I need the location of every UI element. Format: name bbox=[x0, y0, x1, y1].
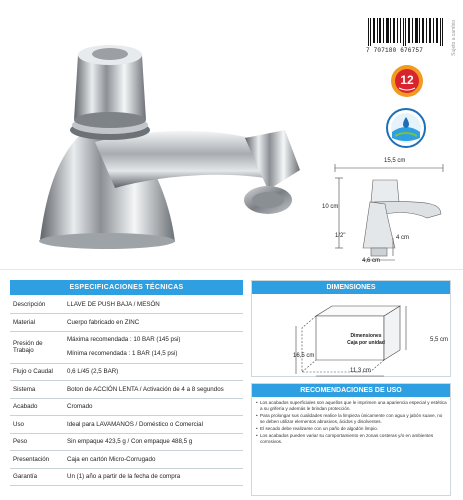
spec-label: Peso bbox=[10, 433, 64, 451]
recommendations-title: RECOMENDACIONES DE USO bbox=[252, 384, 450, 397]
specifications-title: ESPECIFICACIONES TÉCNICAS bbox=[10, 280, 243, 295]
spec-label: Presión de Trabajo bbox=[10, 331, 64, 363]
spec-value-line: Máxima recomendada : 10 BAR (145 psi) bbox=[67, 336, 181, 343]
warranty-badge-number: 12 bbox=[400, 73, 414, 87]
spec-label: Sistema bbox=[10, 381, 64, 399]
table-row bbox=[10, 314, 243, 332]
table-row bbox=[10, 398, 243, 416]
barcode-digits: 7 707180 676757 bbox=[366, 47, 424, 54]
drawing-height-label: 10 cm bbox=[322, 204, 339, 210]
specifications-panel bbox=[10, 280, 243, 494]
list-item: • Para prolongar sus cualidades realice la limpieza únicamente con agua y jabón suave, no se deben utilizar elementos abrasivos, ácidos y disolventes. bbox=[256, 413, 448, 425]
spec-value: Cromado bbox=[64, 398, 243, 416]
spec-value: Un (1) año a partir de la fecha de compra bbox=[64, 468, 243, 486]
table-row bbox=[10, 331, 243, 363]
table-row bbox=[10, 363, 243, 381]
spec-value: Ideal para LAVAMANOS / Doméstico o Comercial bbox=[64, 416, 243, 434]
dimensions-title: DIMENSIONES bbox=[252, 281, 450, 294]
dimensions-panel bbox=[251, 280, 451, 377]
box-height-label: 5,5 cm bbox=[430, 337, 449, 343]
table-row bbox=[10, 451, 243, 469]
spec-value: Sin empaque 423,5 g / Con empaque 488,5 g bbox=[64, 433, 243, 451]
drawing-thread-label: 1/2" bbox=[335, 233, 346, 239]
specifications-table bbox=[10, 296, 243, 486]
section-divider bbox=[0, 269, 463, 270]
table-row bbox=[10, 296, 243, 314]
table-row bbox=[10, 433, 243, 451]
faucet-product-photo bbox=[0, 30, 320, 255]
box-label-line: Caja por unidad bbox=[347, 340, 385, 346]
spec-value: Caja en cartón Micro-Corrugado bbox=[64, 451, 243, 469]
recommendations-list bbox=[256, 400, 448, 446]
spec-value bbox=[64, 331, 243, 363]
spec-label: Presentación bbox=[10, 451, 64, 469]
box-width-label: 11,3 cm bbox=[350, 368, 371, 374]
spec-label: Garantía bbox=[10, 468, 64, 486]
spec-label: Descripción bbox=[10, 296, 64, 314]
barcode-bars bbox=[368, 18, 444, 46]
spec-value: LLAVE DE PUSH BAJA / MESÓN bbox=[64, 296, 243, 314]
list-item: • Los acabados pueden variar su comportamiento en zonas costeras y/o en ambientes corrosivos. bbox=[256, 433, 448, 445]
table-row bbox=[10, 381, 243, 399]
drawing-small-height-label: 4 cm bbox=[396, 235, 410, 241]
drawing-base-label: 4,6 cm bbox=[362, 258, 381, 264]
drawing-width-label: 15,5 cm bbox=[384, 158, 406, 164]
spec-label: Flujo o Caudal bbox=[10, 363, 64, 381]
box-label bbox=[336, 333, 396, 347]
table-row bbox=[10, 416, 243, 434]
spec-value: Boton de ACCIÓN LENTA / Activación de 4 a 8 segundos bbox=[64, 381, 243, 399]
spec-label: Uso bbox=[10, 416, 64, 434]
box-label-line: Dimensiones bbox=[350, 333, 382, 339]
table-row bbox=[10, 468, 243, 486]
spec-value: Cuerpo fabricado en ZINC bbox=[64, 314, 243, 332]
box-depth-label: 16,5 cm bbox=[293, 353, 315, 359]
spec-label: Material bbox=[10, 314, 64, 332]
warranty-badge bbox=[390, 64, 424, 98]
barcode bbox=[366, 14, 446, 58]
recommendations-panel bbox=[251, 383, 451, 496]
spec-value-line: Mínima recomendada : 1 BAR (14,5 psi) bbox=[67, 350, 178, 357]
side-note: Sujeto a cambio bbox=[451, 20, 457, 56]
spec-label: Acabado bbox=[10, 398, 64, 416]
list-item: • El secado debe realizarse con un paño de algodón limpio. bbox=[256, 426, 448, 432]
water-saving-icon bbox=[386, 108, 426, 148]
spec-value: 0,6 L/45 (2,5 BAR) bbox=[64, 363, 243, 381]
list-item: • Los acabados superficiales son aquellos que le imprimen una apariencia especial y estética a su grifería y además le brindan protección. bbox=[256, 400, 448, 412]
